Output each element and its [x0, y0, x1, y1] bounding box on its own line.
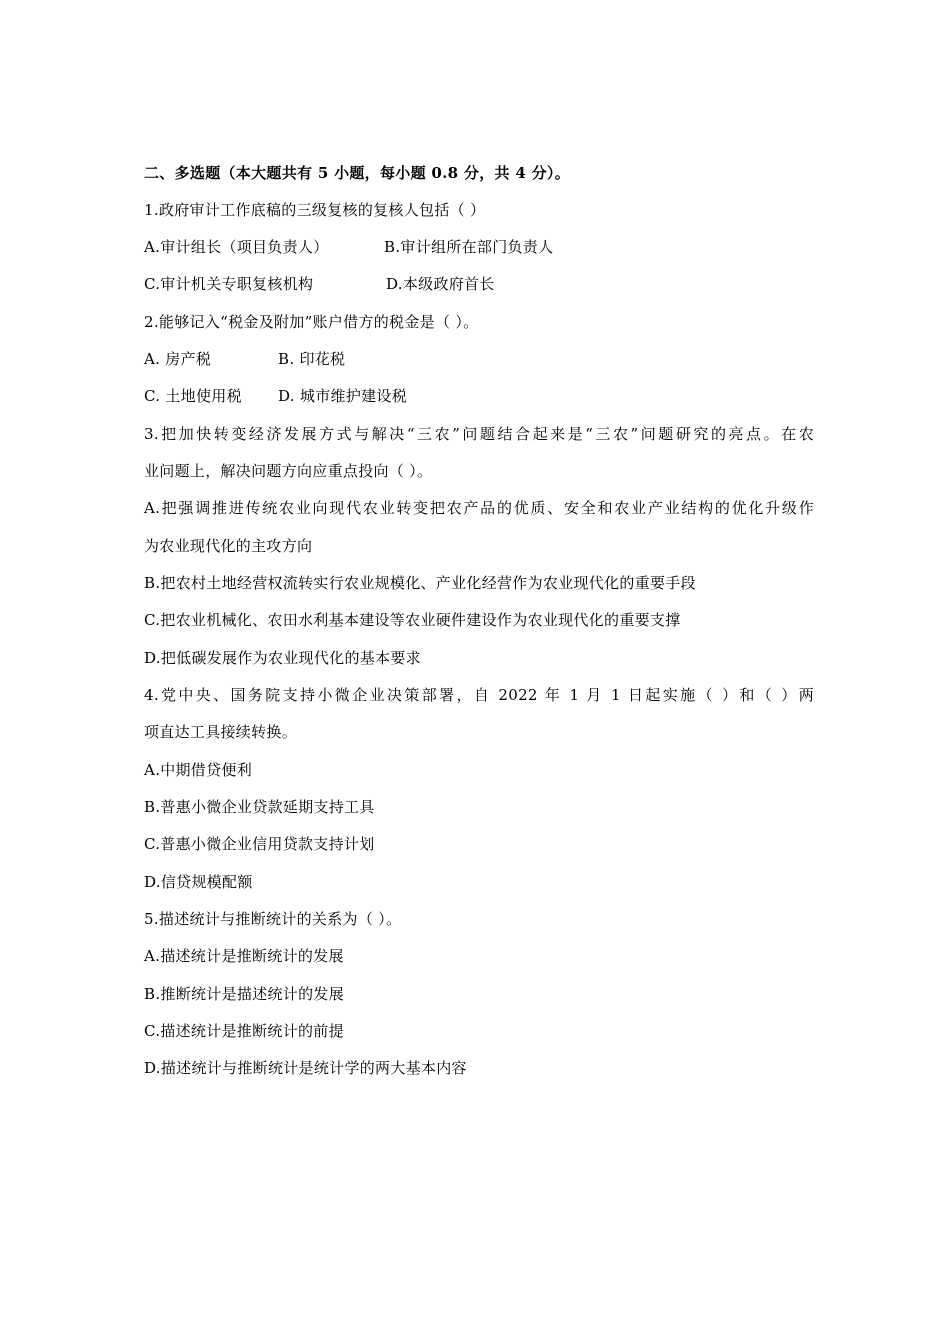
question-2-option-row-2: [144, 386, 814, 408]
question-2-stem: 2.能够记入“税金及附加”账户借方的税金是（ ）。: [144, 313, 479, 331]
question-3-option-a-line-2: 为农业现代化的主攻方向: [144, 537, 313, 555]
question-5-stem: 5.描述统计与推断统计的关系为（ ）。: [144, 910, 402, 928]
question-4-option-a: A.中期借贷便利: [144, 761, 253, 779]
question-3-option-d: D.把低碳发展作为农业现代化的基本要求: [144, 649, 421, 667]
question-1-option-row-1: [144, 237, 814, 259]
question-5-option-d: D.描述统计与推断统计是统计学的两大基本内容: [144, 1059, 467, 1077]
section-heading: 二、多选题（本大题共有 5 小题，每小题 0.8 分，共 4 分）。: [144, 164, 571, 182]
question-5-option-c: C.描述统计是推断统计的前提: [144, 1022, 344, 1040]
question-1-option-d: D.本级政府首长: [386, 275, 495, 293]
question-3-option-b: B.把农村土地经营权流转实行农业规模化、产业化经营作为农业现代化的重要手段: [144, 574, 696, 592]
question-4-option-c: C.普惠小微企业信用贷款支持计划: [144, 835, 375, 853]
question-2-option-d: D. 城市维护建设税: [278, 387, 408, 405]
question-5-option-a: A.描述统计是推断统计的发展: [144, 947, 344, 965]
question-1-stem: 1.政府审计工作底稿的三级复核的复核人包括（ ）: [144, 201, 486, 219]
question-1-option-a: A.审计组长（项目负责人）: [144, 238, 329, 256]
question-5-option-b: B.推断统计是描述统计的发展: [144, 985, 344, 1003]
question-4-option-d: D.信贷规模配额: [144, 873, 253, 891]
question-1-option-c: C.审计机关专职复核机构: [144, 275, 314, 293]
question-1-option-b: B.审计组所在部门负责人: [384, 238, 554, 256]
question-4-stem-line-2: 项直达工具接续转换。: [144, 723, 298, 741]
question-1-option-row-2: [144, 274, 814, 296]
question-3-option-c: C.把农业机械化、农田水利基本建设等农业硬件建设作为农业现代化的重要支撑: [144, 611, 681, 629]
question-2-option-a: A. 房产税: [144, 350, 212, 368]
question-4-option-b: B.普惠小微企业贷款延期支持工具: [144, 798, 375, 816]
question-4-stem-line-1: 4.党中央、国务院支持小微企业决策部署，自 2022 年 1 月 1 日起实施（ ）和（ ）两: [144, 686, 814, 704]
question-3-stem-line-2: 业问题上，解决问题方向应重点投向（ ）。: [144, 462, 433, 480]
question-2-option-c: C. 土地使用税: [144, 387, 242, 405]
question-2-option-row-1: [144, 349, 814, 371]
question-3-stem-line-1: 3.把加快转变经济发展方式与解决“三农”问题结合起来是“三农”问题研究的亮点。在农: [144, 425, 814, 443]
question-2-option-b: B. 印花税: [278, 350, 346, 368]
question-3-option-a-line-1: A.把强调推进传统农业向现代农业转变把农产品的优质、安全和农业产业结构的优化升级作: [144, 499, 814, 517]
